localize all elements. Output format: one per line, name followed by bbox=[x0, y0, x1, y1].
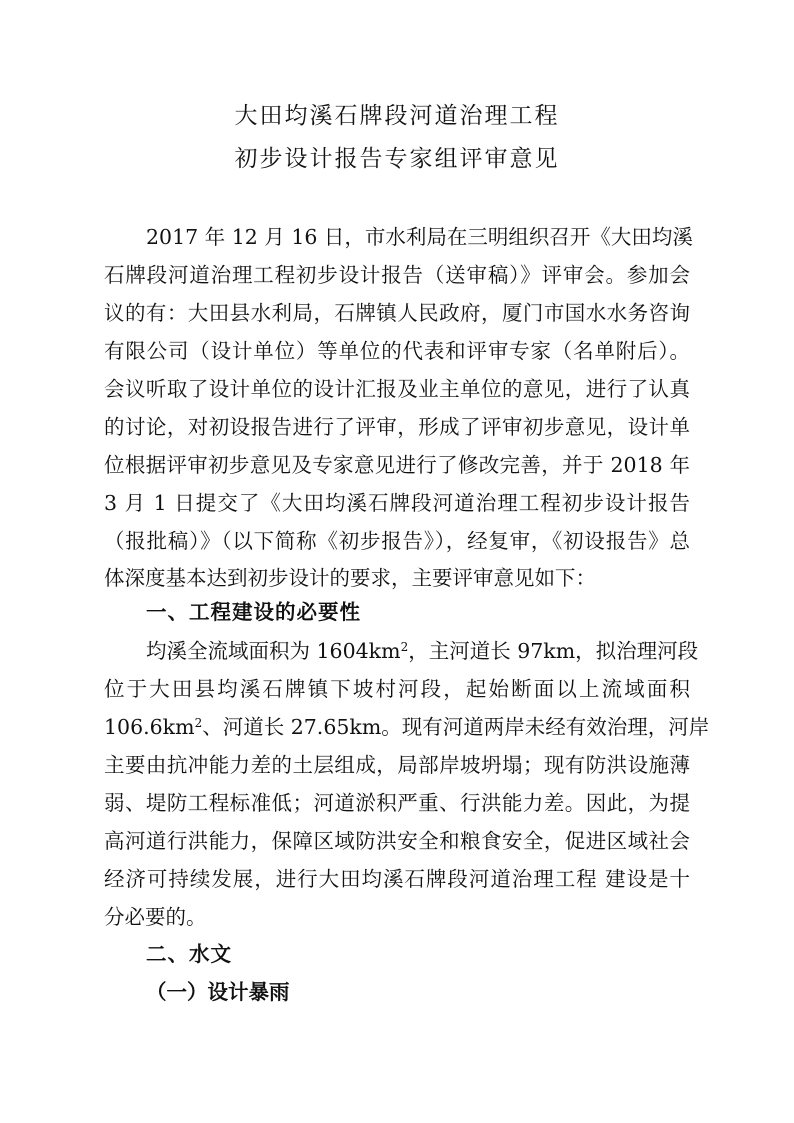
paragraph-line: 会议听取了设计单位的设计汇报及业主单位的意见，进行了认真 bbox=[104, 377, 690, 401]
superscript: 2 bbox=[194, 716, 203, 730]
subsection-heading-design-rainstorm: （一）设计暴雨 bbox=[146, 980, 290, 1004]
paragraph-line: 分必要的。 bbox=[104, 905, 207, 929]
paragraph-line: （报批稿）》（以下简称《初步报告》），经复审，《初设报告》总 bbox=[104, 529, 690, 553]
paragraph-line: 3 月 1 日提交了《大田均溪石牌段河道治理工程初步设计报告 bbox=[104, 491, 690, 515]
paragraph-line bbox=[146, 636, 699, 666]
paragraph-line: 体深度基本达到初步设计的要求，主要评审意见如下： bbox=[104, 566, 596, 590]
text-span: ，主河道长 97km，拟治理河段 bbox=[408, 639, 699, 663]
section-heading-hydrology: 二、水文 bbox=[146, 942, 232, 966]
section-heading-necessity: 一、工程建设的必要性 bbox=[146, 600, 361, 624]
paragraph-line: 2017 年 12 月 16 日，市水利局在三明组织召开《大田均溪 bbox=[146, 225, 693, 249]
paragraph-line: 弱、堤防工程标准低；河道淤积严重、行洪能力差。因此，为提 bbox=[104, 791, 690, 815]
document-title-line-2: 初步设计报告专家组评审意见 bbox=[234, 146, 560, 172]
paragraph-line: 的讨论，对初设报告进行了评审，形成了评审初步意见，设计单 bbox=[104, 415, 690, 439]
paragraph-line: 高河道行洪能力，保障区域防洪安全和粮食安全，促进区域社会 bbox=[104, 829, 690, 853]
paragraph-line: 位根据评审初步意见及专家意见进行了修改完善，并于 2018 年 bbox=[104, 453, 690, 477]
paragraph-line: 议的有：大田县水利局，石牌镇人民政府，厦门市国水水务咨询 bbox=[104, 301, 690, 325]
superscript: 2 bbox=[400, 640, 409, 654]
document-title-line-1: 大田均溪石牌段河道治理工程 bbox=[234, 103, 560, 129]
paragraph-line: 有限公司（设计单位）等单位的代表和评审专家（名单附后）。 bbox=[104, 339, 690, 363]
paragraph-line: 主要由抗冲能力差的土层组成，局部岸坡坍塌；现有防洪设施薄 bbox=[104, 753, 690, 777]
paragraph-line: 石牌段河道治理工程初步设计报告（送审稿）》评审会。参加会 bbox=[104, 263, 690, 287]
text-span: 、河道长 27.65km。现有河道两岸未经有效治理，河岸 bbox=[202, 715, 710, 739]
text-span: 106.6km bbox=[104, 715, 195, 739]
paragraph-line bbox=[104, 712, 710, 742]
text-span: 均溪全流域面积为 1604km bbox=[146, 639, 401, 663]
paragraph-line: 经济可持续发展，进行大田均溪石牌段河道治理工程 建设是十 bbox=[104, 867, 690, 891]
paragraph-line: 位于大田县均溪石牌镇下坡村河段，起始断面以上流域面积 bbox=[104, 677, 690, 701]
